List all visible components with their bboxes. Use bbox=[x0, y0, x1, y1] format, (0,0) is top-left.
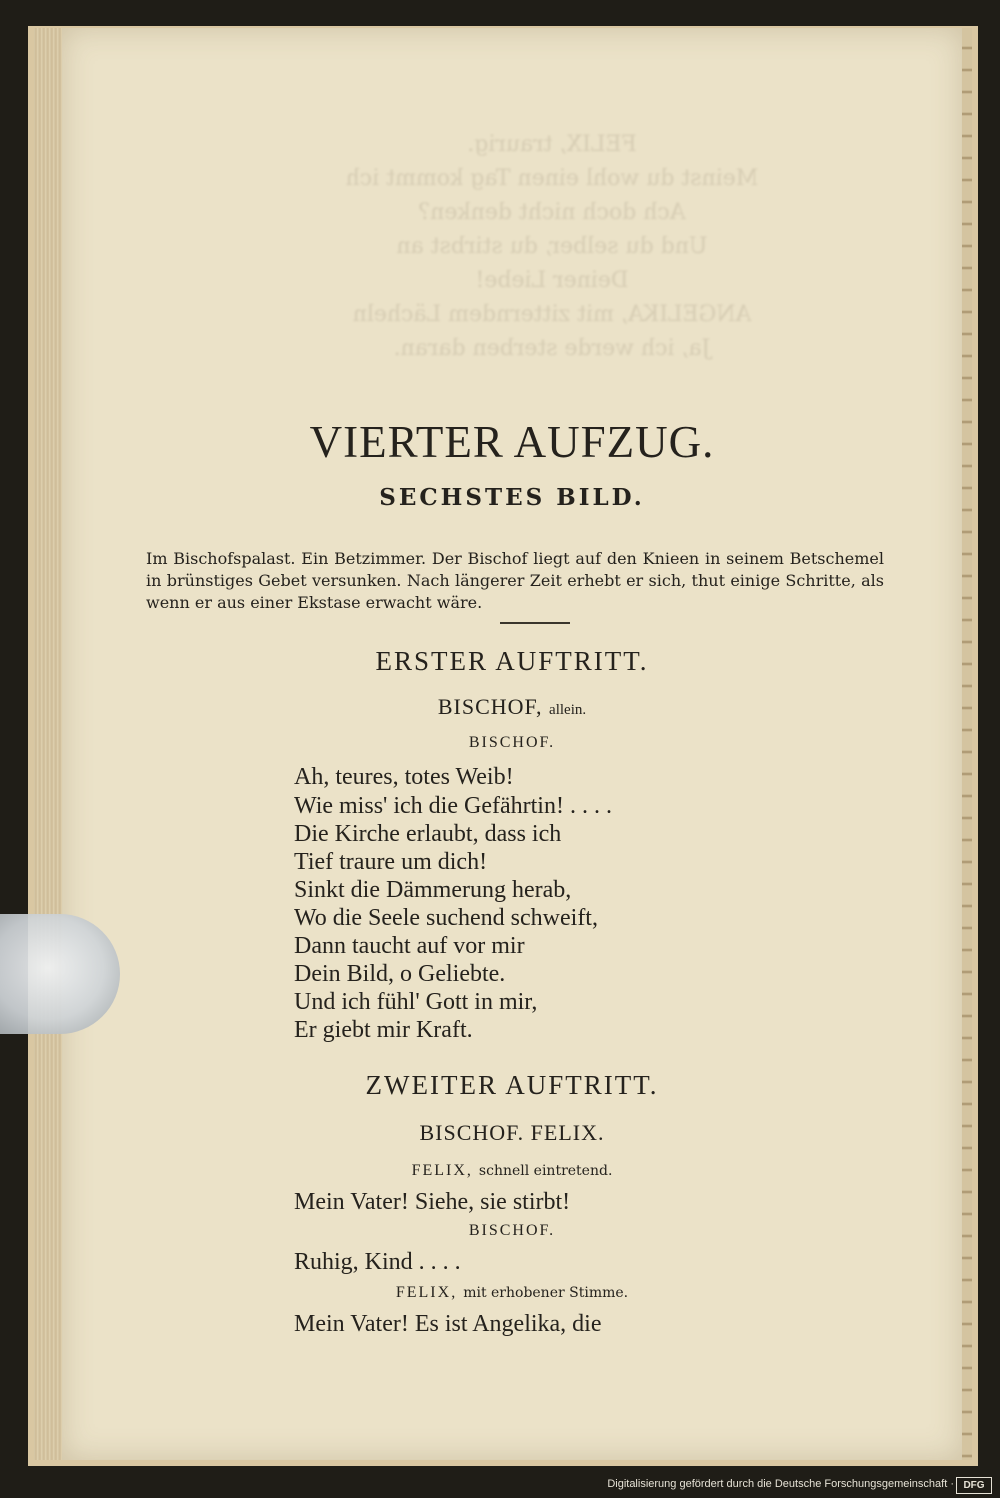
book-page bbox=[62, 28, 962, 1460]
divider bbox=[500, 622, 570, 624]
verse-line: Ruhig, Kind . . . . bbox=[294, 1249, 461, 1275]
footer-credit: Digitalisierung gefördert durch die Deutsche Forschungsgemeinschaft · bbox=[607, 1478, 954, 1490]
scanner-finger-guard bbox=[0, 914, 120, 1034]
verse-line: Mein Vater! Siehe, sie stirbt! bbox=[294, 1189, 571, 1215]
verse-line: Die Kirche erlaubt, dass ich bbox=[294, 821, 562, 847]
verse-line: Wie miss' ich die Gefährtin! . . . . bbox=[294, 793, 612, 819]
speaker-note: mit erhobener Stimme. bbox=[463, 1285, 629, 1301]
speaker-label bbox=[62, 1162, 962, 1180]
verse-line: Er giebt mir Kraft. bbox=[294, 1017, 473, 1043]
stage-direction: Im Bischofspalast. Ein Betzimmer. Der Bischof liegt auf den Knieen in seinem Betschemel in brünstiges Gebet versunken. Nach längerer Zeit erhebt er sich, thut einige Schritte, als wenn er aus einer Ekstase erwacht wäre. bbox=[146, 549, 884, 612]
verse-line: Tief traure um dich! bbox=[294, 849, 488, 875]
speaker-note: schnell eintretend. bbox=[478, 1163, 613, 1179]
bleed-line: ANGELIKA, mit zitterndem Lächeln bbox=[352, 302, 752, 327]
verse-line: Dein Bild, o Geliebte. bbox=[294, 961, 506, 987]
verse-line: Sinkt die Dämmerung herab, bbox=[294, 877, 572, 903]
scene-heading-1: ERSTER AUFTRITT. bbox=[375, 646, 649, 676]
verse-line: Wo die Seele suchend schweift, bbox=[294, 905, 598, 931]
bleed-line: FELIX, traurig. bbox=[467, 132, 637, 157]
footer-bar bbox=[0, 1474, 1000, 1498]
bleed-line: Ach doch nicht denken? bbox=[418, 200, 686, 225]
bleed-line: Meinst du wohl einen Tag kommt ich bbox=[345, 166, 759, 191]
verse-line: Mein Vater! Es ist Angelika, die bbox=[294, 1311, 602, 1337]
act-title: VIERTER AUFZUG. bbox=[309, 417, 715, 467]
speaker-label bbox=[62, 1284, 962, 1302]
speaker-label: BISCHOF. bbox=[468, 734, 556, 751]
dfg-logo-icon[interactable]: DFG bbox=[956, 1477, 992, 1494]
bleed-line: Deiner Liebe! bbox=[475, 268, 629, 293]
character-note: allein. bbox=[549, 702, 587, 718]
bleed-line: Ja, ich werde sterben daran. bbox=[393, 336, 711, 361]
scene-heading-2: ZWEITER AUFTRITT. bbox=[365, 1070, 659, 1100]
verse-line: Und ich fühl' Gott in mir, bbox=[294, 989, 538, 1015]
speaker-name: FELIX, bbox=[411, 1162, 473, 1179]
bleed-line: Und du selber, du stirbst an bbox=[396, 234, 708, 259]
verse-line: Dann taucht auf vor mir bbox=[294, 933, 525, 959]
character-name: BISCHOF, bbox=[437, 694, 543, 719]
verse-line: Ah, teures, totes Weib! bbox=[294, 764, 514, 790]
speaker-label: BISCHOF. bbox=[468, 1222, 556, 1239]
scene-title: SECHSTES BILD. bbox=[379, 484, 645, 511]
speaker-name: FELIX, bbox=[395, 1284, 458, 1301]
characters-line-2: BISCHOF. FELIX. bbox=[419, 1120, 605, 1145]
characters-line-1 bbox=[62, 694, 962, 720]
